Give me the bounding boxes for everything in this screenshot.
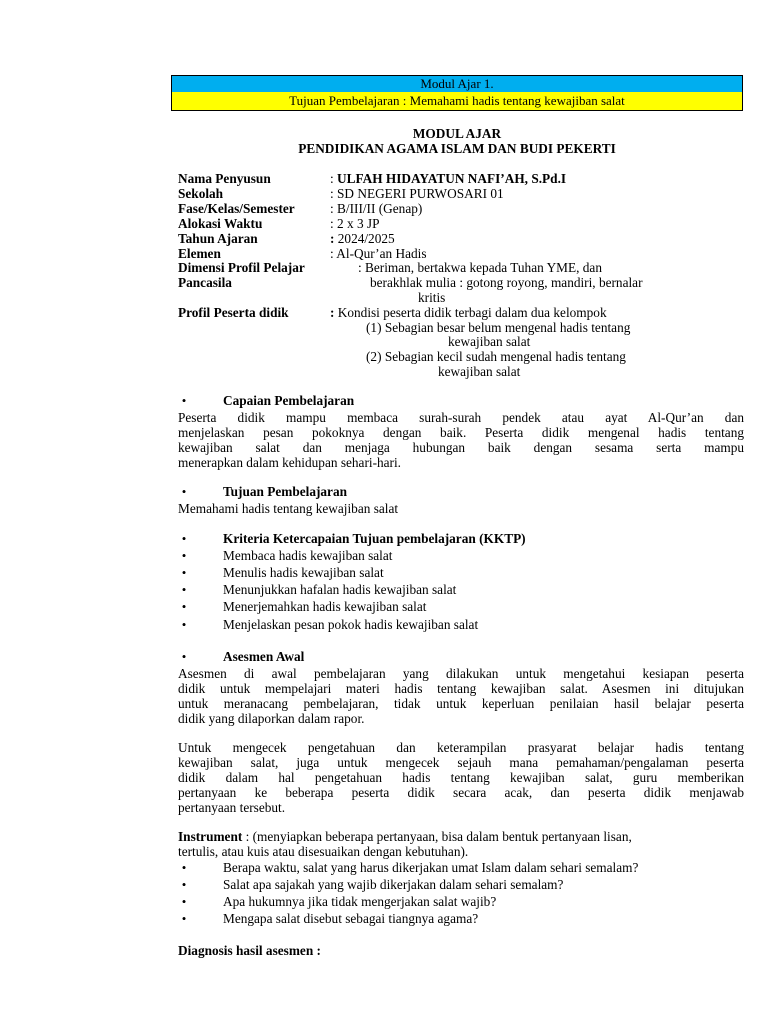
alokasi-label: Alokasi Waktu <box>178 216 263 231</box>
profil-label: Profil Peserta didik <box>178 305 289 320</box>
capaian-line: menjelaskan pesan pokoknya dengan baik. Peserta didik mengenal hadis tentang <box>178 425 744 440</box>
dimensi-label-2: Pancasila <box>178 275 232 290</box>
module-title: Modul Ajar 1. <box>420 76 494 91</box>
question-text: Mengapa salat disebut sebagai tiangnya agama? <box>223 911 479 926</box>
fase-value: : B/III/II (Genap) <box>330 201 423 216</box>
asesmen-line: kewajiban salat, juga untuk mengecek sejauh mana pemahaman/pengalaman peserta <box>178 755 744 770</box>
tahun-label: Tahun Ajaran <box>178 231 258 246</box>
capaian-line: Peserta didik mampu membaca surah-surah pendek atau ayat Al-Qur’an dan <box>178 410 744 425</box>
capaian-paragraph <box>178 410 744 470</box>
dimensi-label-1: Dimensi Profil Pelajar <box>178 260 305 275</box>
asesmen-line: Asesmen di awal pembelajaran yang dilakukan untuk mengetahui kesiapan peserta <box>178 666 744 681</box>
profil-value-5: kewajiban salat <box>438 364 521 379</box>
kktp-item-text: Menunjukkan hafalan hadis kewajiban salat <box>223 582 457 597</box>
asesmen-line: pertanyaan ke beberapa peserta didik secara acak, dan peserta didik menjawab <box>178 785 744 800</box>
bullet-icon: • <box>181 393 187 408</box>
bullet-icon: • <box>181 531 187 546</box>
asesmen-paragraph-1 <box>178 666 744 726</box>
asesmen-paragraph-2 <box>178 740 744 815</box>
nama-penyusun-label: Nama Penyusun <box>178 171 271 186</box>
capaian-line: kewajiban salat dan menjaga hubungan baik dengan sesama serta mampu <box>178 440 744 455</box>
doc-title-line1: MODUL AJAR <box>412 126 502 141</box>
asesmen-line: untuk meranacang pembelajaran, tidak untuk keperluan penilaian hasil belajar peserta <box>178 696 744 711</box>
capaian-heading-text: Capaian Pembelajaran <box>223 393 355 408</box>
bullet-icon: • <box>181 877 187 892</box>
tahun-value: : 2024/2025 <box>330 231 395 246</box>
kktp-item-text: Menjelaskan pesan pokok hadis kewajiban salat <box>223 617 479 632</box>
kktp-item-text: Menulis hadis kewajiban salat <box>223 565 384 580</box>
profil-value-1-text: Kondisi peserta didik terbagi dalam dua kelompok <box>337 305 607 320</box>
objective-banner <box>171 92 743 111</box>
bullet-icon: • <box>181 860 187 875</box>
asesmen-heading-text: Asesmen Awal <box>223 649 305 664</box>
sekolah-label: Sekolah <box>178 186 224 201</box>
kktp-heading-text: Kriteria Ketercapaian Tujuan pembelajaran (KKTP) <box>223 531 526 546</box>
bullet-icon: • <box>181 548 187 563</box>
dimensi-value-3: kritis <box>418 290 446 305</box>
diagnosis-label: Diagnosis hasil asesmen : <box>178 943 321 958</box>
capaian-line: menerapkan dalam kehidupan sehari-hari. <box>178 455 401 470</box>
asesmen-line: didik dalam hal pengetahuan hadis tentang kewajiban salat, guru memberikan <box>178 770 744 785</box>
objective-banner-text: Tujuan Pembelajaran : Memahami hadis tentang kewajiban salat <box>289 93 625 108</box>
bullet-icon: • <box>181 484 187 499</box>
kktp-item-text: Membaca hadis kewajiban salat <box>223 548 393 563</box>
tujuan-heading-text: Tujuan Pembelajaran <box>223 484 347 499</box>
module-title-banner <box>171 75 743 93</box>
asesmen-line: didik yang dilaporkan dalam rapor. <box>178 711 365 726</box>
asesmen-line: Untuk mengecek pengetahuan dan keterampilan prasyarat belajar hadis tentang <box>178 740 744 755</box>
asesmen-line: didik untuk mempelajari materi hadis tentang kewajiban salat. Asesmen ini ditujukan <box>178 681 744 696</box>
bullet-icon: • <box>181 649 187 664</box>
tahun-value-text: 2024/2025 <box>337 231 395 246</box>
nama-penyusun-name: ULFAH HIDAYATUN NAFI’AH, S.Pd.I <box>337 171 567 186</box>
bullet-icon: • <box>181 617 187 632</box>
asesmen-line: pertanyaan tersebut. <box>178 800 286 815</box>
question-text: Salat apa sajakah yang wajib dikerjakan dalam sehari semalam? <box>223 877 564 892</box>
profil-value-2: (1) Sebagian besar belum mengenal hadis tentang <box>366 320 631 335</box>
instrument-label: Instrument <box>178 829 243 844</box>
doc-title-line2: PENDIDIKAN AGAMA ISLAM DAN BUDI PEKERTI <box>298 141 616 156</box>
bullet-icon: • <box>181 582 187 597</box>
question-text: Berapa waktu, salat yang harus dikerjakan umat Islam dalam sehari semalam? <box>223 860 639 875</box>
profil-value-1: : Kondisi peserta didik terbagi dalam dua kelompok <box>330 305 607 320</box>
kktp-item-text: Menerjemahkan hadis kewajiban salat <box>223 599 427 614</box>
bullet-icon: • <box>181 894 187 909</box>
elemen-label: Elemen <box>178 246 221 261</box>
question-text: Apa hukumnya jika tidak mengerjakan salat wajib? <box>223 894 497 909</box>
fase-label: Fase/Kelas/Semester <box>178 201 295 216</box>
bullet-icon: • <box>181 599 187 614</box>
bullet-icon: • <box>181 911 187 926</box>
alokasi-value: : 2 x 3 JP <box>330 216 380 231</box>
instrument-text-1: : (menyiapkan beberapa pertanyaan, bisa dalam bentuk pertanyaan lisan, <box>242 829 632 844</box>
dimensi-value-2: berakhlak mulia : gotong royong, mandiri, bernalar <box>370 275 643 290</box>
dimensi-value-1: : Beriman, bertakwa kepada Tuhan YME, dan <box>358 260 602 275</box>
sekolah-value: : SD NEGERI PURWOSARI 01 <box>330 186 504 201</box>
nama-penyusun-value: : ULFAH HIDAYATUN NAFI’AH, S.Pd.I <box>330 171 567 186</box>
bullet-icon: • <box>181 565 187 580</box>
profil-value-4: (2) Sebagian kecil sudah mengenal hadis tentang <box>366 349 626 364</box>
profil-value-3: kewajiban salat <box>448 334 531 349</box>
instrument-line-1 <box>178 829 632 844</box>
tujuan-text: Memahami hadis tentang kewajiban salat <box>178 501 399 516</box>
instrument-line-2: tertulis, atau kuis atau disesuaikan dengan kebutuhan). <box>178 844 469 859</box>
elemen-value: : Al-Qur’an Hadis <box>330 246 427 261</box>
